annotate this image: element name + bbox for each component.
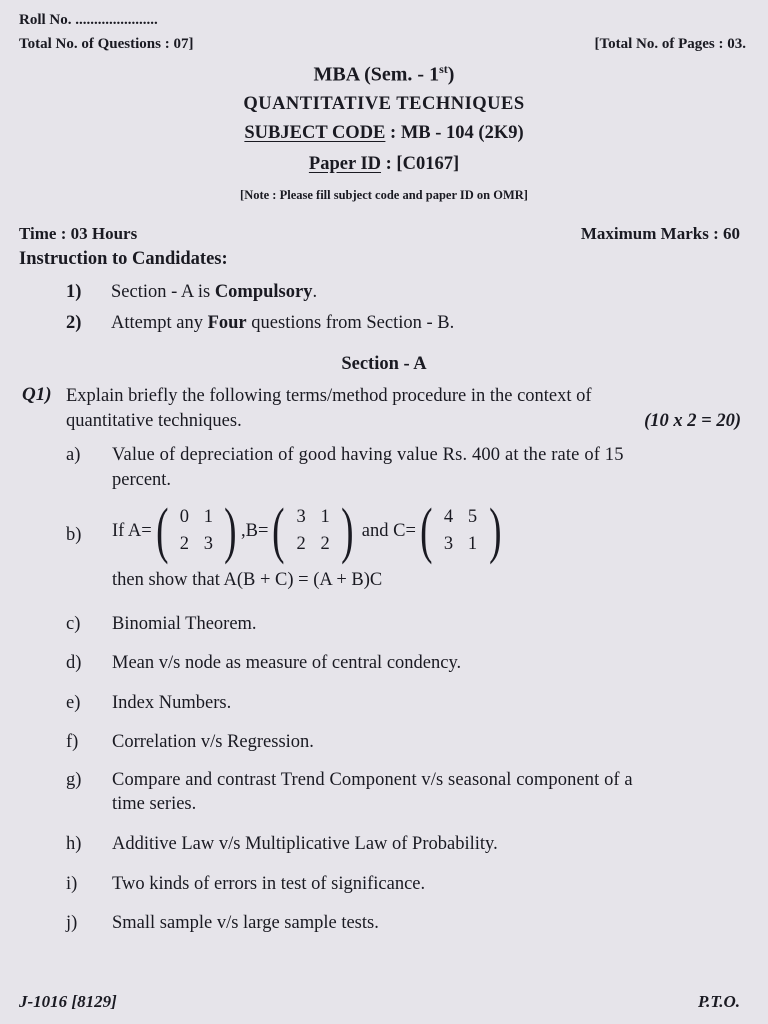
section-title: Section - A: [341, 354, 427, 374]
matrix-cell: 2: [179, 534, 190, 554]
question-text-cont: quantitative techniques.: [66, 411, 242, 431]
matrix-expression: [112, 497, 505, 565]
part-text: Compare and contrast Trend Component v/s seasonal component of a: [112, 770, 633, 790]
part-text: Binomial Theorem.: [112, 614, 257, 634]
right-paren: ): [341, 497, 354, 565]
part-text: Two kinds of errors in test of significance.: [112, 874, 426, 894]
total-pages: [Total No. of Pages : 03.: [594, 36, 746, 52]
pto-footer: P.T.O.: [697, 992, 740, 1011]
matrix-cell: 0: [179, 507, 190, 527]
total-questions: Total No. of Questions : 07]: [19, 36, 194, 52]
matrix-cell: 1: [467, 534, 478, 554]
b-text: ,B=: [241, 520, 269, 541]
instruction-item: 1): [66, 282, 82, 302]
part-text: Index Numbers.: [112, 693, 232, 713]
if-text: If A=: [112, 520, 152, 541]
part-label: c): [66, 614, 81, 634]
left-paren: (: [155, 497, 169, 565]
matrix-cell: 2: [296, 534, 306, 554]
part-text: Additive Law v/s Multiplicative Law of Probability.: [112, 834, 498, 854]
matrix-cell: 4: [443, 507, 454, 527]
left-paren: (: [272, 497, 285, 565]
part-label: e): [66, 693, 81, 713]
paper-code-footer: J-1016 [8129]: [19, 992, 117, 1011]
paper-id: Paper ID : [C0167]: [308, 154, 460, 174]
matrix-cell: 3: [443, 534, 454, 554]
instruction-text: Section - A is Compulsory.: [111, 282, 318, 302]
part-label: h): [66, 834, 82, 854]
part-label: i): [66, 874, 78, 894]
question-marks: (10 x 2 = 20): [644, 411, 741, 431]
matrix-b: [289, 507, 337, 555]
question-text: Explain briefly the following terms/method procedure in the context of: [66, 386, 592, 406]
question-label: Q1): [22, 384, 52, 405]
right-paren: ): [224, 497, 237, 565]
subject-title: QUANTITATIVE TECHNIQUES: [243, 94, 525, 114]
part-label: f): [66, 732, 79, 752]
matrix-cell: 3: [203, 534, 214, 554]
part-label: a): [66, 445, 81, 465]
omr-note: [Note : Please fill subject code and paper ID on OMR]: [240, 188, 528, 202]
part-text-cont: then show that A(B + C) = (A + B)C: [112, 570, 383, 590]
part-text: Value of depreciation of good having value Rs. 400 at the rate of 15: [112, 445, 624, 465]
matrix-cell: 5: [467, 507, 478, 527]
matrix-a: [172, 507, 220, 555]
exam-time: Time : 03 Hours: [19, 224, 138, 243]
part-label: b): [66, 525, 82, 545]
left-paren: (: [420, 497, 433, 565]
and-c-text: and C=: [361, 520, 416, 541]
part-text: Mean v/s node as measure of central condency.: [112, 653, 462, 673]
course-title: MBA (Sem. - 1st): [313, 62, 455, 86]
subject-code: SUBJECT CODE : MB - 104 (2K9): [244, 123, 524, 143]
part-text-cont: time series.: [112, 794, 197, 814]
matrix-cell: 1: [203, 507, 214, 527]
instruction-item: 2): [66, 313, 82, 333]
right-paren: ): [488, 497, 502, 565]
matrix-cell: 1: [320, 507, 330, 527]
part-text-cont: percent.: [112, 470, 172, 490]
matrix-cell: 2: [320, 534, 330, 554]
matrix-c: [437, 507, 485, 555]
matrix-cell: 3: [296, 507, 306, 527]
maximum-marks: Maximum Marks : 60: [580, 224, 740, 243]
instructions-title: Instruction to Candidates:: [19, 249, 228, 269]
part-label: d): [66, 653, 82, 673]
instruction-text: Attempt any Four questions from Section - B.: [111, 313, 455, 333]
roll-number: Roll No. ......................: [19, 12, 158, 28]
part-text: Small sample v/s large sample tests.: [112, 913, 379, 933]
part-text: Correlation v/s Regression.: [112, 732, 314, 752]
part-label: g): [66, 770, 82, 790]
part-label: j): [66, 913, 78, 933]
